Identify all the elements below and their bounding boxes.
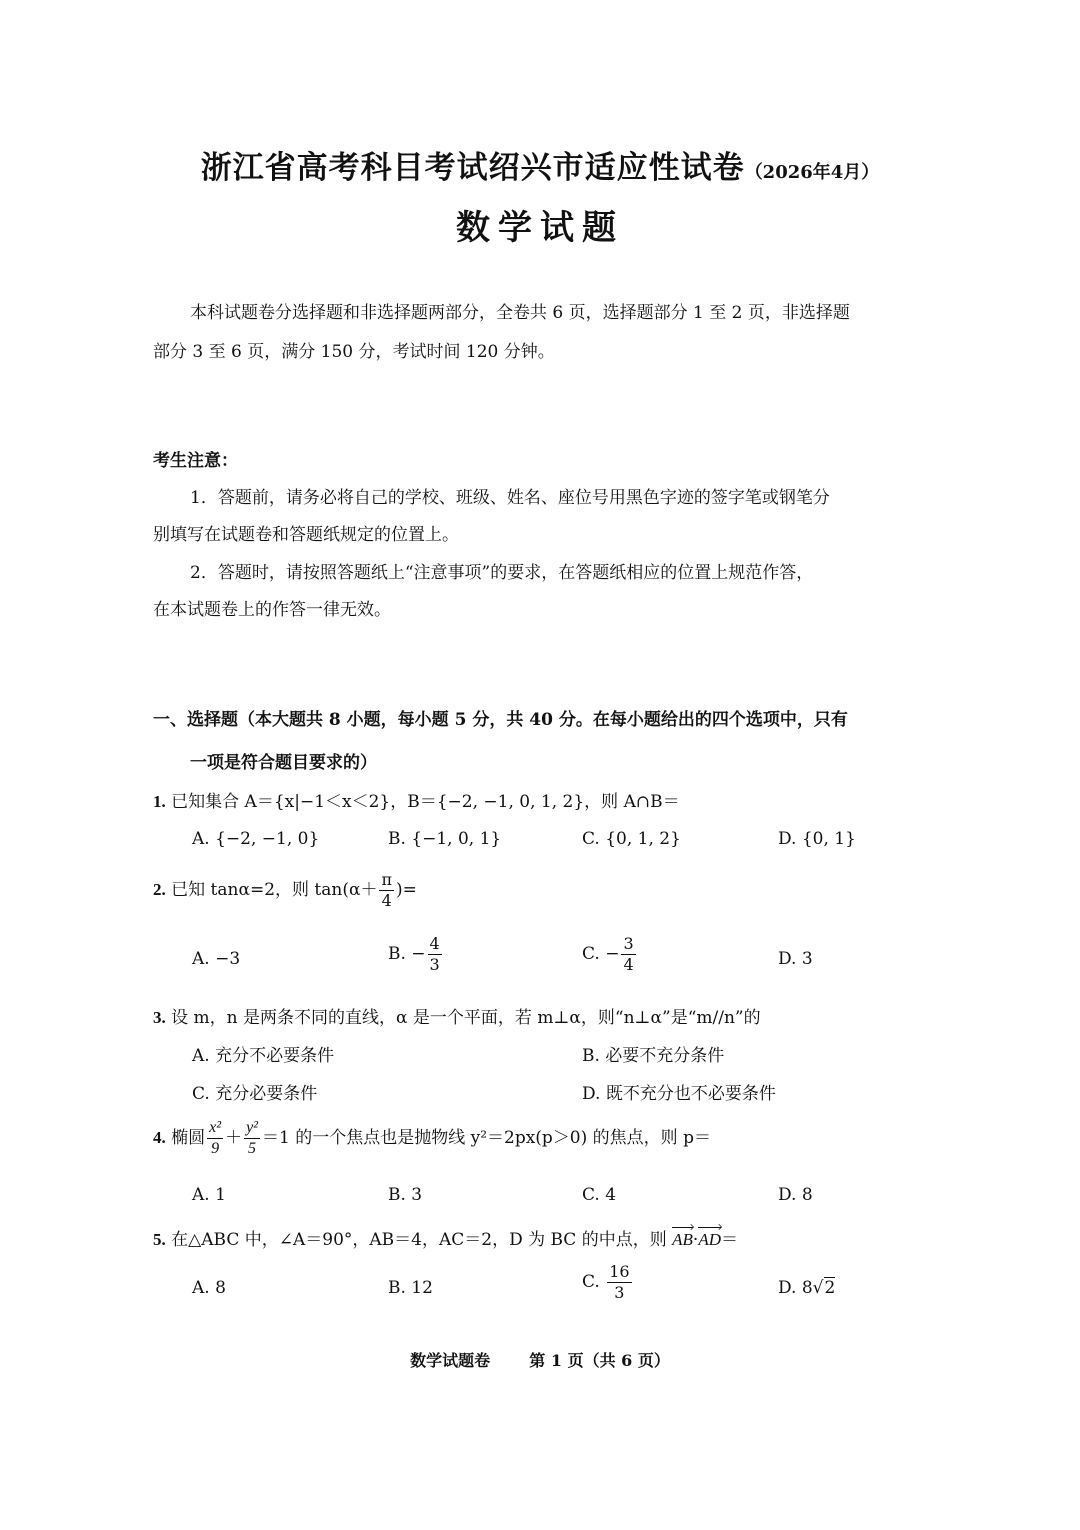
question-4-suffix: ＝1 的一个焦点也是抛物线 y²＝2px(p＞0) 的焦点，则 p＝ [261,1128,711,1148]
exam-title-text: 浙江省高考科目考试绍兴市适应性试卷 [200,150,745,186]
footer-page: 第 1 页（共 6 页） [529,1351,670,1370]
q4-f1-den: 9 [211,1140,220,1157]
notice-heading: 考生注意： [153,451,238,471]
q2-option-a: A. −3 [192,949,241,969]
question-2-prefix: 已知 tanα=2，则 tan(α＋ [171,880,378,900]
question-1-text: 已知集合 A＝{x|−1＜x＜2}，B＝{−2, −1, 0, 1, 2}，则 A∩B＝ [171,792,680,812]
q5-c-den: 3 [614,1283,625,1302]
q4-fraction-2 [244,1120,260,1157]
q4-option-c: C. 4 [582,1185,617,1205]
question-5-prefix: 在△ABC 中，∠A＝90°，AB＝4，AC＝2，D 为 BC 的中点，则 [171,1230,673,1250]
question-1-number: 1. [153,792,166,811]
question-2-suffix: )= [395,880,417,900]
q2-option-d: D. 3 [778,949,813,969]
q5-option-d [778,1278,835,1298]
q4-fraction-1 [207,1120,223,1157]
question-5-suffix: ＝ [720,1230,738,1250]
question-5 [153,1225,738,1250]
exam-subtitle: 数学试题 [456,208,624,248]
question-2-fraction [379,872,394,909]
q4-option-a: A. 1 [192,1185,226,1205]
q2-option-b-fraction [428,936,442,973]
q4-option-d: D. 8 [778,1185,813,1205]
section-heading-line-2: 一项是符合题目要求的） [190,753,377,773]
q4-option-b: B. 3 [388,1185,423,1205]
q5-option-a: A. 8 [192,1278,226,1298]
q4-f2-den: 5 [248,1140,257,1157]
q2-option-c-fraction [621,936,635,973]
intro-line-2: 部分 3 至 6 页，满分 150 分，考试时间 120 分钟。 [153,342,555,362]
q2-frac-den: 4 [381,891,392,910]
q2-option-b-label: B. − [388,944,426,964]
q4-f1-num: x² [207,1120,223,1139]
question-4-number: 4. [153,1128,166,1147]
q5-c-num: 16 [609,1262,630,1281]
q5-option-c-fraction [607,1264,631,1301]
q5-option-d-radicand: 2 [824,1278,836,1298]
question-2-number: 2. [153,880,166,899]
question-3-number: 3. [153,1008,166,1027]
section-heading-line-1: 一、选择题（本大题共 8 小题，每小题 5 分，共 40 分。在每小题给出的四个选项中，只有 [153,710,848,730]
q5-option-c [582,1264,634,1301]
q5-option-c-label: C. [582,1272,606,1292]
notice-item-2-line-1: 2．答题时，请按照答题纸上“注意事项”的要求，在答题纸相应的位置上规范作答， [190,563,814,583]
vector-ab: AB [672,1230,693,1249]
q1-option-b: B. {−1, 0, 1} [388,829,502,849]
sqrt-icon: √ [812,1278,824,1298]
q4-f2-num: y² [244,1120,260,1139]
exam-title [0,142,1080,187]
q3-option-d: D. 既不充分也不必要条件 [582,1084,776,1104]
intro-line-1: 本科试题卷分选择题和非选择题两部分，全卷共 6 页，选择题部分 1 至 2 页，非选择题 [190,303,850,323]
footer-label: 数学试题卷 [410,1351,491,1370]
question-5-number: 5. [153,1230,166,1249]
q2-option-c [582,936,638,973]
question-4-prefix: 椭圆 [171,1128,206,1148]
notice-item-1-line-1: 1．答题前，请务必将自己的学校、班级、姓名、座位号用黑色字迹的签字笔或钢笔分 [190,488,830,508]
q1-option-c: C. {0, 1, 2} [582,829,681,849]
page-footer [0,1348,1080,1371]
question-3 [153,1003,761,1028]
q2-c-num: 3 [623,934,634,953]
q2-c-den: 4 [623,955,634,974]
q3-option-c: C. 充分必要条件 [192,1084,318,1104]
question-2 [153,872,417,909]
q3-option-b: B. 必要不充分条件 [582,1046,725,1066]
q2-option-c-label: C. − [582,944,620,964]
dot-product: · [692,1230,699,1250]
question-4 [153,1120,711,1157]
question-1 [153,787,680,812]
notice-item-2-line-2: 在本试题卷上的作答一律无效。 [153,600,391,620]
q4-plus: ＋ [225,1128,243,1148]
question-3-text: 设 m，n 是两条不同的直线，α 是一个平面，若 m⊥α，则“n⊥α”是“m//n”的 [171,1008,761,1028]
q1-option-d: D. {0, 1} [778,829,856,849]
q2-b-num: 4 [429,934,440,953]
q1-option-a: A. {−2, −1, 0} [192,829,320,849]
q2-frac-num: π [381,870,392,889]
q2-option-b [388,936,444,973]
notice-item-1-line-2: 别填写在试题卷和答题纸规定的位置上。 [153,525,459,545]
vector-ad: AD [698,1230,721,1249]
exam-date-note: （2026年4月） [744,162,880,183]
q5-option-b: B. 12 [388,1278,433,1298]
q2-b-den: 3 [429,955,440,974]
q5-option-d-label: D. 8 [778,1278,813,1298]
q3-option-a: A. 充分不必要条件 [192,1046,335,1066]
